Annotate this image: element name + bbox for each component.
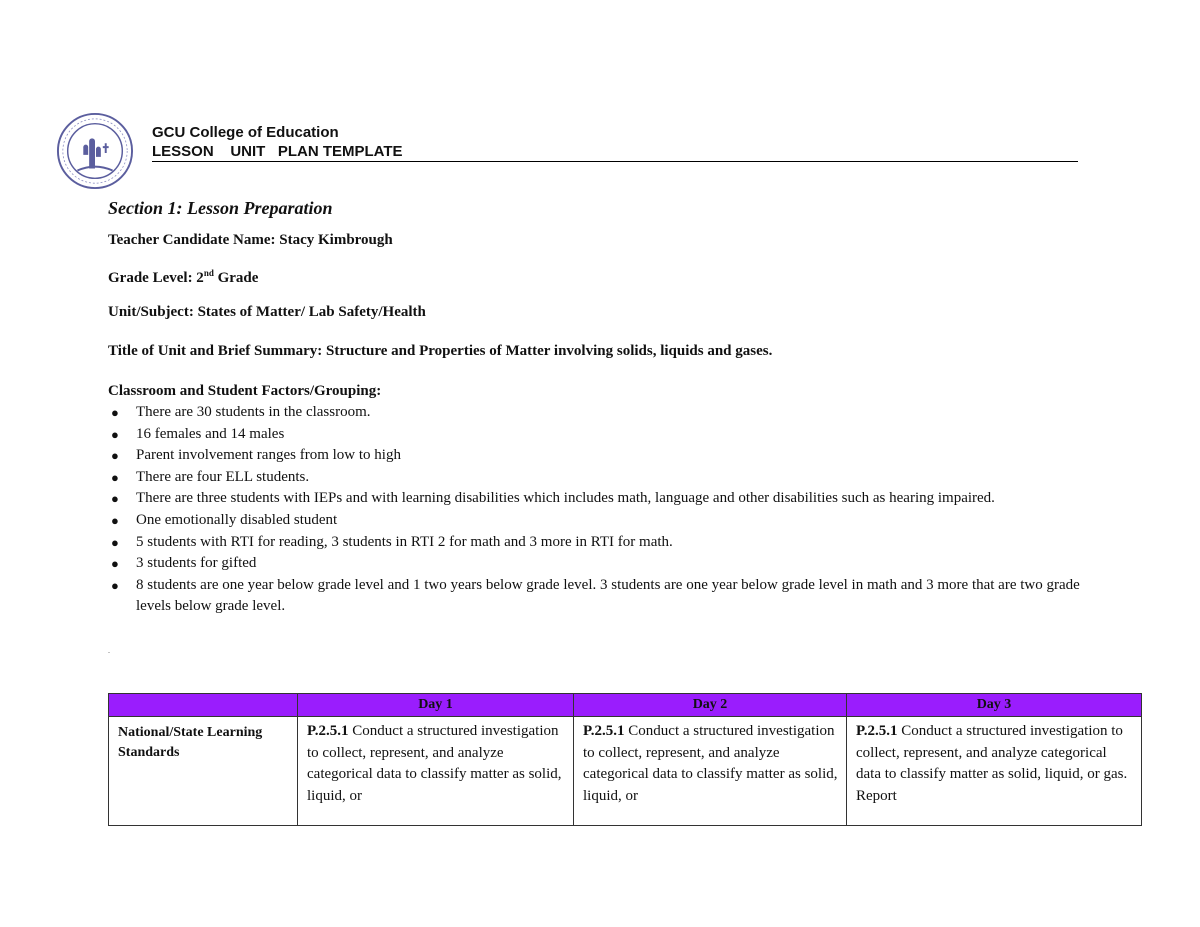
header-cell-empty [109,694,298,717]
template-title: LESSON UNIT PLAN TEMPLATE [152,143,1078,162]
unit-subject: Unit/Subject: States of Matter/ Lab Safety/Health [108,304,426,320]
list-item: ● There are 30 students in the classroom. [111,404,371,420]
cell-day-3-standards [847,717,1142,826]
cell-day-2-standards [574,717,847,826]
list-item: ● There are three students with IEPs and with learning disabilities which includes math, language and other disabilities such as hearing impaired. [111,490,995,507]
section-title: Section 1: Lesson Preparation [108,198,333,218]
standard-text: Conduct a structured investigation to collect, represent, and analyze categorical data to classify matter as solid, liquid, or gas. Report [856,723,1128,804]
list-item: ● There are four ELL students. [111,468,310,485]
grade-level-prefix: Grade Level: 2 [108,270,204,286]
row-label-standards: National/State Learning Standards [109,717,298,826]
factors-list [108,402,1108,618]
list-item: ● 8 students are one year below grade level and 1 two years below grade level. 3 students are one year below grade level in math and 3 more that are two grade levels below grade level. [111,576,1080,615]
standard-text: Conduct a structured investigation to collect, represent, and analyze categorical data to classify matter as solid, liquid, or [307,723,562,804]
university-seal-logo [56,112,134,190]
list-item: ● 16 females and 14 males [111,425,285,442]
header-cell-day-2: Day 2 [574,694,847,717]
header-cell-day-1: Day 1 [298,694,574,717]
list-item: ● One emotionally disabled student [111,511,338,528]
table-row [109,717,1142,826]
grade-level [108,268,258,287]
standard-text: Conduct a structured investigation to collect, represent, and analyze categorical data to classify matter as solid, liquid, or [583,723,838,804]
list-item: ● Parent involvement ranges from low to high [111,447,401,464]
list-item: ● 5 students with RTI for reading, 3 students in RTI 2 for math and 3 more in RTI for math. [111,533,673,550]
grade-level-superscript: nd [203,268,214,278]
document-header [152,123,1078,162]
standard-code: P.2.5.1 [307,723,349,739]
grade-level-suffix: Grade [213,270,259,286]
factors-heading: Classroom and Student Factors/Grouping: [108,383,382,399]
standard-code: P.2.5.1 [856,723,898,739]
standard-code: P.2.5.1 [583,723,625,739]
list-item: ● 3 students for gifted [111,555,257,572]
table-header-row [109,694,1142,717]
unit-summary: Title of Unit and Brief Summary: Structure and Properties of Matter involving solids, liquids and gases. [108,343,773,359]
college-name: GCU College of Education [152,124,339,141]
lesson-plan-table [108,693,1142,826]
trailing-mark: . [108,646,110,655]
cell-day-1-standards [298,717,574,826]
header-cell-day-3: Day 3 [847,694,1142,717]
teacher-name: Teacher Candidate Name: Stacy Kimbrough [108,232,393,248]
